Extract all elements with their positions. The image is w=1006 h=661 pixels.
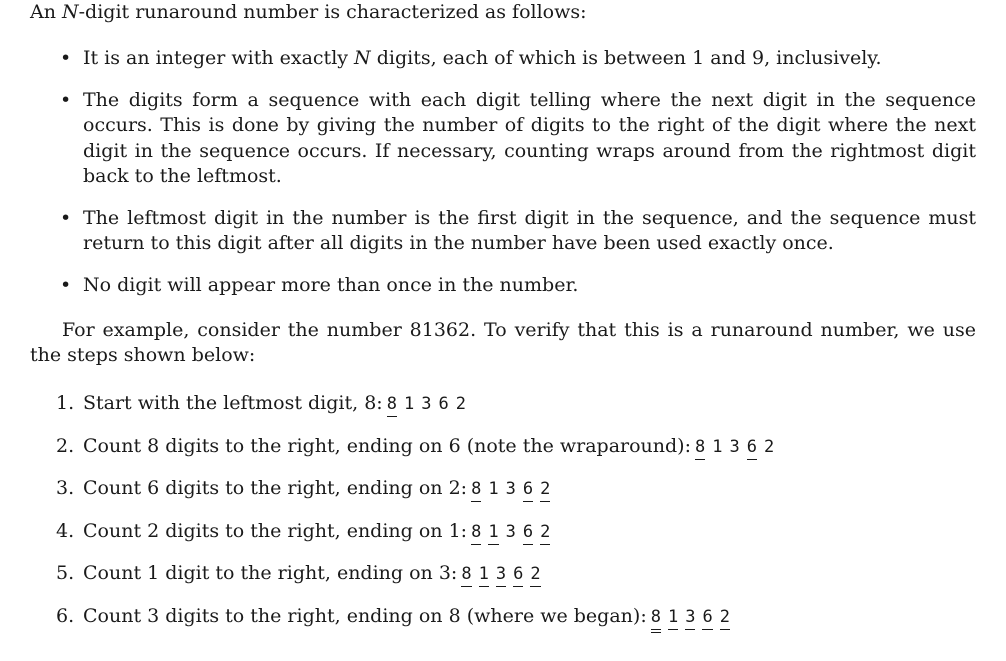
step-item xyxy=(30,518,976,544)
step-text: Count 6 digits to the right, ending on 2: xyxy=(83,477,468,499)
digit: 3 xyxy=(496,561,506,587)
rule-text-start: It is an integer with exactly xyxy=(83,47,355,69)
intro-text-start: An xyxy=(30,1,62,23)
digit: 2 xyxy=(764,436,775,457)
digit: 1 xyxy=(479,561,489,587)
digit: 3 xyxy=(505,521,516,542)
digit: 6 xyxy=(523,476,533,502)
digit: 8 xyxy=(461,561,471,587)
digit: 6 xyxy=(513,561,523,587)
digit: 2 xyxy=(540,476,550,502)
step-text: Count 1 digit to the right, ending on 3: xyxy=(83,562,458,584)
digit: 8 xyxy=(387,391,397,417)
intro-paragraph xyxy=(30,0,976,25)
digit: 1 xyxy=(488,519,498,545)
step-text: Count 3 digits to the right, ending on 8 (where we began): xyxy=(83,604,647,627)
step-item xyxy=(30,560,976,586)
digit-sequence xyxy=(387,394,473,414)
digit: 2 xyxy=(455,394,466,414)
digit: 6 xyxy=(702,604,712,630)
digit: 3 xyxy=(729,436,740,457)
digit-sequence xyxy=(461,564,547,584)
step-text: Count 8 digits to the right, ending on 6 (note the wraparound): xyxy=(83,434,691,457)
digit: 2 xyxy=(540,519,550,545)
digit-sequence xyxy=(651,607,737,627)
digit: 2 xyxy=(530,561,540,587)
digit: 8 xyxy=(651,604,661,630)
digit: 3 xyxy=(421,394,432,414)
digit: 8 xyxy=(471,476,481,502)
step-number: 3. xyxy=(56,477,75,499)
digit: 1 xyxy=(488,479,499,499)
step-item xyxy=(30,390,976,416)
rule-variable: N xyxy=(354,47,371,69)
rules-list xyxy=(30,46,976,298)
rule-text: The leftmost digit in the number is the first digit in the sequence, and the sequence must return to this digit after all digits in the number have been used exactly once. xyxy=(83,206,976,254)
rule-item xyxy=(30,88,976,190)
digit: 3 xyxy=(505,479,516,499)
step-text: Count 2 digits to the right, ending on 1: xyxy=(83,519,468,542)
step-item xyxy=(30,475,976,501)
steps-list xyxy=(30,390,976,629)
step-number: 5. xyxy=(56,562,75,584)
digit-sequence xyxy=(471,479,557,499)
example-paragraph: For example, consider the number 81362. To verify that this is a runaround number, we use the steps shown below: xyxy=(30,319,976,366)
digit: 8 xyxy=(471,519,481,545)
digit: 6 xyxy=(523,519,533,545)
intro-text-end: -digit runaround number is characterized as follows: xyxy=(78,1,587,23)
rule-text: The digits form a sequence with each digit telling where the next digit in the sequence occurs. This is done by giving the number of digits to the right of the digit where the next digit in the sequence occurs. If necessary, counting wraps around from the rightmost digit back to the leftmost. xyxy=(83,88,976,187)
rule-item xyxy=(30,206,976,257)
step-number: 4. xyxy=(56,519,75,542)
step-item xyxy=(30,603,976,629)
rule-item xyxy=(30,46,976,72)
rule-text: No digit will appear more than once in the number. xyxy=(83,273,579,296)
digit: 6 xyxy=(438,394,449,414)
problem-statement xyxy=(30,0,976,645)
digit: 3 xyxy=(685,604,695,630)
step-number: 2. xyxy=(56,434,75,457)
rule-text-end: digits, each of which is between 1 and 9, inclusively. xyxy=(370,47,882,69)
step-text: Start with the leftmost digit, 8: xyxy=(83,392,383,414)
step-item xyxy=(30,433,976,459)
digit: 6 xyxy=(747,434,757,460)
digit-sequence xyxy=(695,437,781,457)
digit: 8 xyxy=(695,434,705,460)
digit: 1 xyxy=(712,436,723,457)
intro-variable: N xyxy=(62,1,79,23)
step-number: 6. xyxy=(56,604,75,627)
step-number: 1. xyxy=(56,392,75,414)
digit: 1 xyxy=(403,394,415,414)
digit: 2 xyxy=(720,604,730,630)
digit-sequence xyxy=(471,522,557,542)
digit: 1 xyxy=(668,604,678,630)
rule-item xyxy=(30,273,976,299)
